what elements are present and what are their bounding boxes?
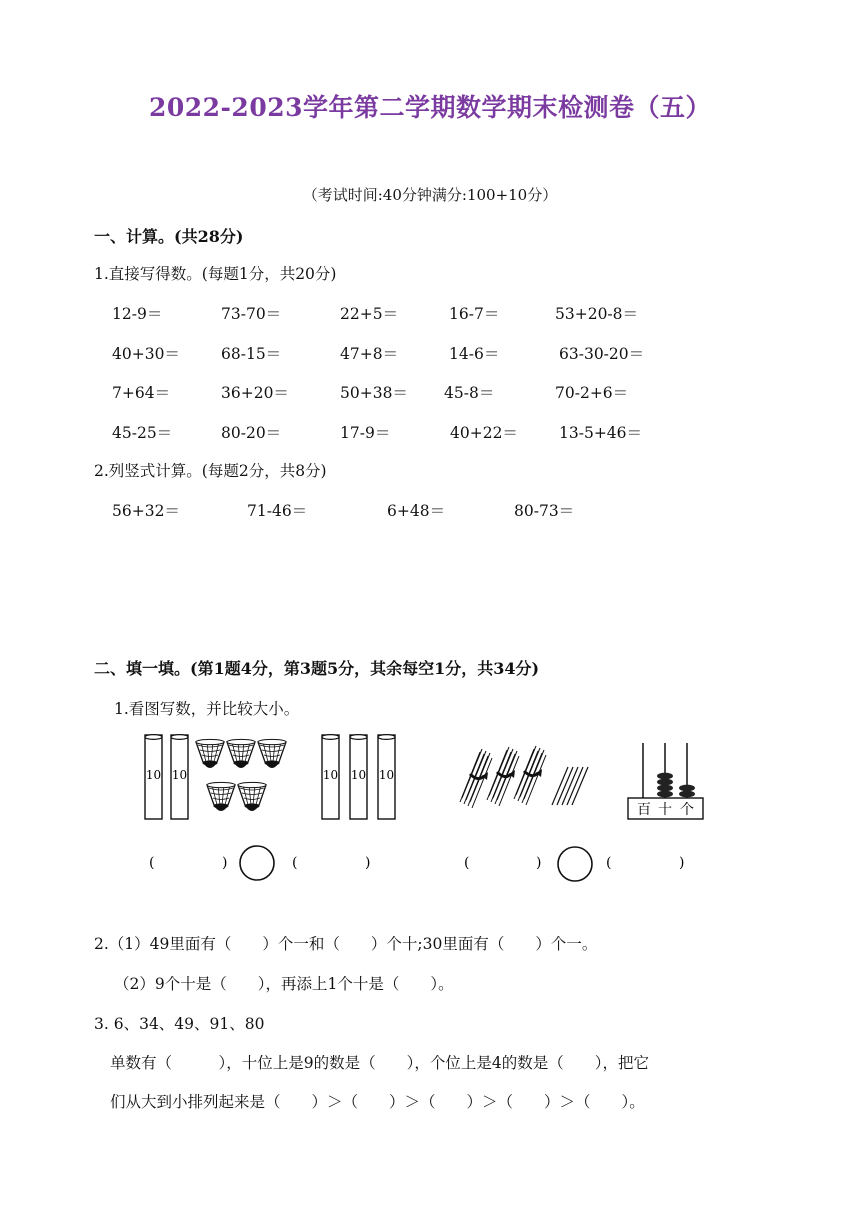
fill-q2-line1: 2.（1）49里面有（ ）个一和（ ）个十;30里面有（ ）个一。 — [94, 935, 598, 953]
equation: 45-8＝ — [444, 384, 495, 402]
equation: 40+30＝ — [112, 345, 180, 363]
equation: 22+5＝ — [340, 305, 399, 323]
equation: 13-5+46＝ — [559, 424, 643, 442]
paren-open: ( — [464, 855, 470, 871]
fill-q3-numbers: 3. 6、34、49、91、80 — [94, 1015, 265, 1033]
paren-open: ( — [606, 855, 612, 871]
equation: 50+38＝ — [340, 384, 408, 402]
equation: 12-9＝ — [112, 305, 163, 323]
equation: 63-30-20＝ — [559, 345, 645, 363]
equation: 17-9＝ — [340, 424, 391, 442]
fill-q1-label: 1.看图写数，并比较大小。 — [114, 700, 300, 718]
tube-label: 10 — [322, 768, 339, 782]
section-1-heading: 一、计算。(共28分) — [94, 227, 244, 246]
equation: 36+20＝ — [221, 384, 289, 402]
equation: 16-7＝ — [449, 305, 500, 323]
tube-label: 10 — [350, 768, 367, 782]
equation: 45-25＝ — [112, 424, 173, 442]
vertical-calc-item: 6+48＝ — [387, 502, 446, 520]
fill-q3-line1: 单数有（ ），十位上是9的数是（ ），个位上是4的数是（ ），把它 — [110, 1054, 649, 1072]
equation: 53+20-8＝ — [555, 305, 639, 323]
fill-q2-line2: （2）9个十是（ ），再添上1个十是（ ）。 — [114, 975, 454, 993]
paren-close: ) — [365, 855, 371, 871]
equation: 7+64＝ — [112, 384, 171, 402]
tube-label: 10 — [171, 768, 188, 782]
exam-info: （考试时间:40分钟满分:100+10分） — [302, 186, 558, 204]
paren-open: ( — [292, 855, 298, 871]
equation: 73-70＝ — [221, 305, 282, 323]
vertical-calc-item: 80-73＝ — [514, 502, 575, 520]
paren-open: ( — [149, 855, 155, 871]
q2-label: 2.列竖式计算。(每题2分，共8分) — [94, 462, 327, 480]
equation: 47+8＝ — [340, 345, 399, 363]
abacus-label-tens: 十 — [658, 802, 672, 818]
equation: 40+22＝ — [450, 424, 518, 442]
equation: 14-6＝ — [449, 345, 500, 363]
counting-figure — [0, 725, 860, 890]
tube-label: 10 — [378, 768, 395, 782]
paren-close: ) — [536, 855, 542, 871]
vertical-calc-item: 56+32＝ — [112, 502, 180, 520]
paren-close: ) — [222, 855, 228, 871]
section-2-heading: 二、填一填。(第1题4分，第3题5分，其余每空1分，共34分) — [94, 659, 540, 678]
abacus-label-hundreds: 百 — [637, 802, 651, 818]
tube-label: 10 — [145, 768, 162, 782]
compare-circle — [240, 846, 274, 880]
page-title: 2022-2023学年第二学期数学期末检测卷（五） — [148, 93, 712, 122]
equation: 70-2+6＝ — [555, 384, 629, 402]
equation: 80-20＝ — [221, 424, 282, 442]
equation: 68-15＝ — [221, 345, 282, 363]
abacus-label-ones: 个 — [680, 802, 694, 818]
q1-label: 1.直接写得数。(每题1分，共20分) — [94, 265, 337, 283]
paren-close: ) — [679, 855, 685, 871]
fill-q3-line2: 们从大到小排列起来是（ ）＞（ ）＞（ ）＞（ ）＞（ ）。 — [110, 1093, 645, 1111]
vertical-calc-item: 71-46＝ — [247, 502, 308, 520]
compare-circle — [558, 847, 592, 881]
